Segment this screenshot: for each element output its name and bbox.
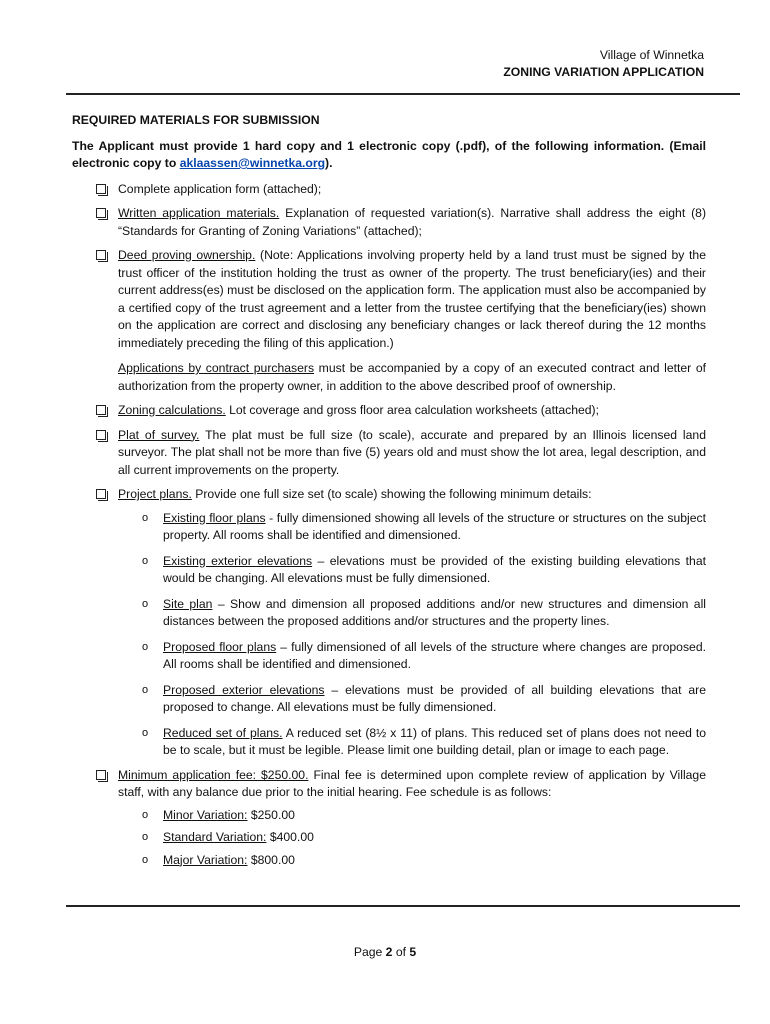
total-pages: 5	[409, 945, 417, 959]
footer-prefix: Page	[353, 945, 386, 959]
checkbox-icon	[96, 184, 106, 194]
intro-end: ).	[325, 156, 333, 170]
current-page: 2	[385, 945, 393, 959]
contract-purchasers-paragraph	[118, 360, 706, 395]
plan-label: Existing floor plans	[163, 510, 266, 525]
item-text: Explanation of requested variation(s). Narrative shall address the eight (8) “Standards for Granting of Zoning Variations” (attached);	[118, 206, 707, 238]
list-item	[72, 553, 706, 588]
checklist-item-application-fee	[72, 767, 706, 870]
list-item	[72, 639, 706, 674]
item-label: Deed proving ownership.	[118, 248, 256, 262]
item-label: Minimum application fee: $250.00.	[118, 767, 309, 782]
list-item	[72, 725, 706, 760]
plan-text: – elevations must be provided of all building elevations that are proposed to change. All elevations must be fully dimensioned.	[163, 682, 706, 714]
checkbox-icon	[96, 489, 106, 499]
plan-text: – elevations must be provided of the existing building elevations that would be changing. All elevations must be fully dimensioned.	[163, 553, 707, 585]
fee-amount: $800.00	[247, 852, 295, 867]
bullet-icon: o	[142, 683, 149, 696]
plan-text: - fully dimensioned showing all levels of the structure or structures on the subject property. All rooms shall be identified and dimensioned.	[163, 510, 706, 542]
bullet-icon: o	[142, 554, 149, 567]
item-text: must be accompanied by a copy of an executed contract and letter of authorization from the property owner, in addition to the above described proof of ownership.	[118, 361, 706, 393]
bullet-icon: o	[142, 808, 149, 821]
fee-label: Minor Variation:	[163, 807, 248, 822]
list-item	[72, 596, 706, 631]
header-org: Village of Winnetka	[599, 48, 704, 62]
item-text: The plat must be full size (to scale), accurate and prepared by an Illinois licensed land surveyor. The plat shall not be more than five (5) years old and must show the lot area, legal description, and all current improvements on the property.	[118, 427, 706, 477]
email-link[interactable]: aklaassen@winnetka.org	[179, 156, 326, 170]
fee-label: Major Variation:	[163, 852, 248, 867]
checkbox-icon	[96, 405, 106, 415]
plan-label: Existing exterior elevations	[163, 553, 313, 568]
item-label: Written application materials.	[118, 206, 280, 220]
bullet-icon: o	[142, 511, 149, 524]
item-text: Lot coverage and gross floor area calculation worksheets (attached);	[225, 403, 599, 417]
intro-paragraph	[72, 138, 706, 173]
intro-text: The Applicant must provide 1 hard copy and 1 electronic copy (.pdf), of the following information. (Email electronic copy to	[72, 138, 706, 170]
list-item	[72, 510, 706, 545]
item-text: Final fee is determined upon complete review of application by Village staff, with any balance due prior to the initial hearing. Fee schedule is as follows:	[118, 767, 706, 799]
bullet-icon: o	[142, 597, 149, 610]
checkbox-icon	[96, 250, 106, 260]
item-label: Project plans.	[118, 487, 192, 501]
checklist-item-zoning-calculations	[72, 402, 706, 420]
checklist-item-project-plans	[72, 486, 706, 504]
header-title: ZONING VARIATION APPLICATION	[503, 65, 704, 79]
item-text: Complete application form (attached);	[118, 181, 322, 196]
item-label: Plat of survey.	[118, 427, 200, 442]
bullet-icon: o	[142, 831, 149, 843]
fee-amount: $250.00	[247, 807, 295, 822]
header-divider	[66, 93, 740, 95]
bullet-icon: o	[142, 640, 149, 653]
fee-schedule	[72, 807, 706, 870]
footer-divider	[66, 905, 740, 907]
plan-label: Reduced set of plans.	[163, 725, 283, 740]
section-title: REQUIRED MATERIALS FOR SUBMISSION	[72, 113, 320, 127]
bullet-icon: o	[142, 853, 149, 866]
checkbox-icon	[96, 770, 106, 780]
list-item	[72, 682, 706, 717]
fee-amount: $400.00	[266, 830, 314, 844]
plan-text: A reduced set (8½ x 11) of plans. This reduced set of plans does not need to be to scale, but it must be legible. Please limit one building detail, plan or image to each page.	[163, 725, 706, 757]
item-text: (Note: Applications involving property held by a land trust must be signed by the trust officer of the institution holding the trust as owner of the property. The trust beneficiary(ies) and their current address(es) must be disclosed on the application form. The application must also be accompanied by a certified copy of the trust agreement and a letter from the trustee certifying that the beneficiary(ies) shown on the application are correct and disclosing any beneficiary changes or lack thereof during the 12 months immediately preceding the filing of this application.)	[118, 248, 706, 350]
checklist-item-plat-of-survey	[72, 427, 706, 480]
checklist-item-written-materials	[72, 205, 706, 240]
project-plans-list	[72, 510, 706, 760]
plan-label: Proposed exterior elevations	[163, 682, 325, 697]
bullet-icon: o	[142, 726, 149, 739]
fee-row	[72, 829, 706, 847]
checkbox-icon	[96, 430, 106, 440]
plan-label: Site plan	[163, 596, 213, 611]
fee-label: Standard Variation:	[163, 830, 267, 844]
checkbox-icon	[96, 208, 106, 218]
fee-row	[72, 852, 706, 870]
plan-label: Proposed floor plans	[163, 639, 277, 654]
item-label: Applications by contract purchasers	[118, 361, 315, 375]
fee-row	[72, 807, 706, 825]
plan-text: – fully dimensioned of all levels of the structure where changes are proposed. All rooms shall be identified and dimensioned.	[163, 639, 706, 671]
page-footer	[0, 944, 770, 962]
footer-middle: of	[392, 945, 410, 959]
checklist-item-application-form	[72, 181, 706, 199]
item-text: Provide one full size set (to scale) showing the following minimum details:	[191, 487, 592, 501]
item-label: Zoning calculations.	[118, 403, 226, 417]
checklist-item-deed	[72, 247, 706, 395]
plan-text: – Show and dimension all proposed additions and/or new structures and dimension all distances between the proposed additions and/or structures and the property lines.	[163, 596, 706, 628]
document-body	[72, 112, 706, 876]
page-header	[503, 47, 704, 81]
